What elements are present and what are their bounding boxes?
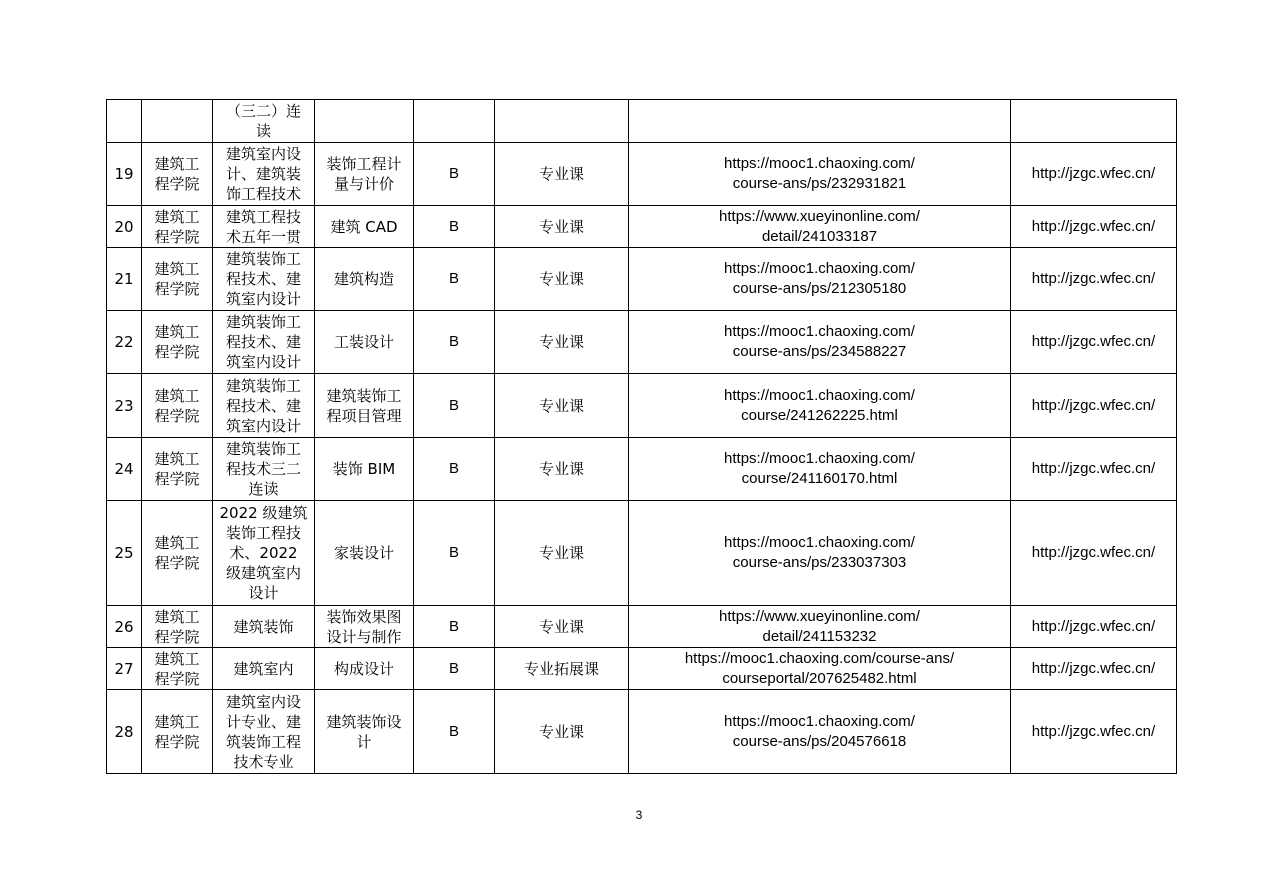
course-type-cell: 专业课	[495, 143, 629, 206]
site-url-link[interactable]: http://jzgc.wfec.cn/	[1011, 501, 1177, 606]
college-cell: 建筑工 程学院	[142, 501, 213, 606]
course-url-cell	[629, 100, 1011, 143]
course-url-link[interactable]: https://mooc1.chaoxing.com/ course-ans/ps/232931821	[629, 143, 1011, 206]
table-row	[107, 690, 1177, 774]
row-number-cell: 21	[107, 248, 142, 311]
course-url-link[interactable]: https://mooc1.chaoxing.com/ course-ans/ps/212305180	[629, 248, 1011, 311]
row-number-cell: 27	[107, 648, 142, 690]
site-url-link[interactable]: http://jzgc.wfec.cn/	[1011, 311, 1177, 374]
course-url-link[interactable]: https://mooc1.chaoxing.com/ course/241160170.html	[629, 438, 1011, 501]
college-cell: 建筑工 程学院	[142, 311, 213, 374]
grade-cell: B	[414, 248, 495, 311]
major-cell: （三二）连 读	[213, 100, 315, 143]
table-row-continued	[107, 100, 1177, 143]
course-url-link[interactable]: https://mooc1.chaoxing.com/ course/241262225.html	[629, 374, 1011, 438]
grade-cell: B	[414, 311, 495, 374]
course-cell: 装饰工程计 量与计价	[315, 143, 414, 206]
major-cell: 建筑室内设 计专业、建 筑装饰工程 技术专业	[213, 690, 315, 774]
course-url-link[interactable]: https://mooc1.chaoxing.com/ course-ans/ps/233037303	[629, 501, 1011, 606]
site-url-link[interactable]: http://jzgc.wfec.cn/	[1011, 648, 1177, 690]
college-cell: 建筑工 程学院	[142, 206, 213, 248]
college-cell: 建筑工 程学院	[142, 374, 213, 438]
course-type-cell: 专业课	[495, 606, 629, 648]
row-number-cell: 23	[107, 374, 142, 438]
grade-cell: B	[414, 143, 495, 206]
course-cell: 建筑构造	[315, 248, 414, 311]
grade-cell: B	[414, 206, 495, 248]
course-type-cell: 专业拓展课	[495, 648, 629, 690]
course-cell: 建筑装饰设 计	[315, 690, 414, 774]
table-row	[107, 501, 1177, 606]
table-row	[107, 311, 1177, 374]
course-cell: 装饰效果图 设计与制作	[315, 606, 414, 648]
course-url-link[interactable]: https://mooc1.chaoxing.com/ course-ans/ps/234588227	[629, 311, 1011, 374]
major-cell: 建筑室内	[213, 648, 315, 690]
college-cell: 建筑工 程学院	[142, 143, 213, 206]
major-cell: 建筑装饰工 程技术、建 筑室内设计	[213, 374, 315, 438]
grade-cell	[414, 100, 495, 143]
college-cell: 建筑工 程学院	[142, 648, 213, 690]
site-url-cell	[1011, 100, 1177, 143]
course-cell: 建筑 CAD	[315, 206, 414, 248]
major-cell: 2022 级建筑 装饰工程技 术、2022 级建筑室内 设计	[213, 501, 315, 606]
grade-cell: B	[414, 648, 495, 690]
table-row	[107, 248, 1177, 311]
site-url-link[interactable]: http://jzgc.wfec.cn/	[1011, 438, 1177, 501]
course-cell: 工装设计	[315, 311, 414, 374]
course-url-link[interactable]: https://www.xueyinonline.com/ detail/241153232	[629, 606, 1011, 648]
site-url-link[interactable]: http://jzgc.wfec.cn/	[1011, 206, 1177, 248]
major-cell: 建筑装饰工 程技术、建 筑室内设计	[213, 248, 315, 311]
site-url-link[interactable]: http://jzgc.wfec.cn/	[1011, 690, 1177, 774]
table-body	[107, 100, 1177, 774]
site-url-link[interactable]: http://jzgc.wfec.cn/	[1011, 248, 1177, 311]
grade-cell: B	[414, 438, 495, 501]
site-url-link[interactable]: http://jzgc.wfec.cn/	[1011, 143, 1177, 206]
row-number-cell: 19	[107, 143, 142, 206]
table-row	[107, 606, 1177, 648]
course-type-cell: 专业课	[495, 501, 629, 606]
table-row	[107, 648, 1177, 690]
major-cell: 建筑装饰	[213, 606, 315, 648]
row-number-cell: 26	[107, 606, 142, 648]
row-number-cell: 28	[107, 690, 142, 774]
course-url-link[interactable]: https://mooc1.chaoxing.com/ course-ans/ps/204576618	[629, 690, 1011, 774]
course-cell: 装饰 BIM	[315, 438, 414, 501]
table-row	[107, 438, 1177, 501]
site-url-link[interactable]: http://jzgc.wfec.cn/	[1011, 606, 1177, 648]
table-row	[107, 143, 1177, 206]
grade-cell: B	[414, 606, 495, 648]
major-cell: 建筑工程技 术五年一贯	[213, 206, 315, 248]
college-cell: 建筑工 程学院	[142, 438, 213, 501]
row-number-cell: 24	[107, 438, 142, 501]
course-type-cell: 专业课	[495, 374, 629, 438]
row-number-cell	[107, 100, 142, 143]
table-row	[107, 374, 1177, 438]
course-type-cell: 专业课	[495, 438, 629, 501]
course-cell: 家装设计	[315, 501, 414, 606]
course-table	[106, 99, 1177, 774]
course-type-cell	[495, 100, 629, 143]
course-cell	[315, 100, 414, 143]
row-number-cell: 20	[107, 206, 142, 248]
row-number-cell: 25	[107, 501, 142, 606]
course-cell: 构成设计	[315, 648, 414, 690]
course-type-cell: 专业课	[495, 248, 629, 311]
college-cell: 建筑工 程学院	[142, 606, 213, 648]
major-cell: 建筑装饰工 程技术、建 筑室内设计	[213, 311, 315, 374]
major-cell: 建筑室内设 计、建筑装 饰工程技术	[213, 143, 315, 206]
course-type-cell: 专业课	[495, 690, 629, 774]
row-number-cell: 22	[107, 311, 142, 374]
site-url-link[interactable]: http://jzgc.wfec.cn/	[1011, 374, 1177, 438]
major-cell: 建筑装饰工 程技术三二 连读	[213, 438, 315, 501]
course-url-link[interactable]: https://mooc1.chaoxing.com/course-ans/ courseportal/207625482.html	[629, 648, 1011, 690]
grade-cell: B	[414, 690, 495, 774]
grade-cell: B	[414, 374, 495, 438]
page-number: 3	[635, 808, 643, 822]
table-row	[107, 206, 1177, 248]
college-cell	[142, 100, 213, 143]
course-type-cell: 专业课	[495, 311, 629, 374]
grade-cell: B	[414, 501, 495, 606]
course-type-cell: 专业课	[495, 206, 629, 248]
course-cell: 建筑装饰工 程项目管理	[315, 374, 414, 438]
college-cell: 建筑工 程学院	[142, 248, 213, 311]
college-cell: 建筑工 程学院	[142, 690, 213, 774]
course-url-link[interactable]: https://www.xueyinonline.com/ detail/241033187	[629, 206, 1011, 248]
